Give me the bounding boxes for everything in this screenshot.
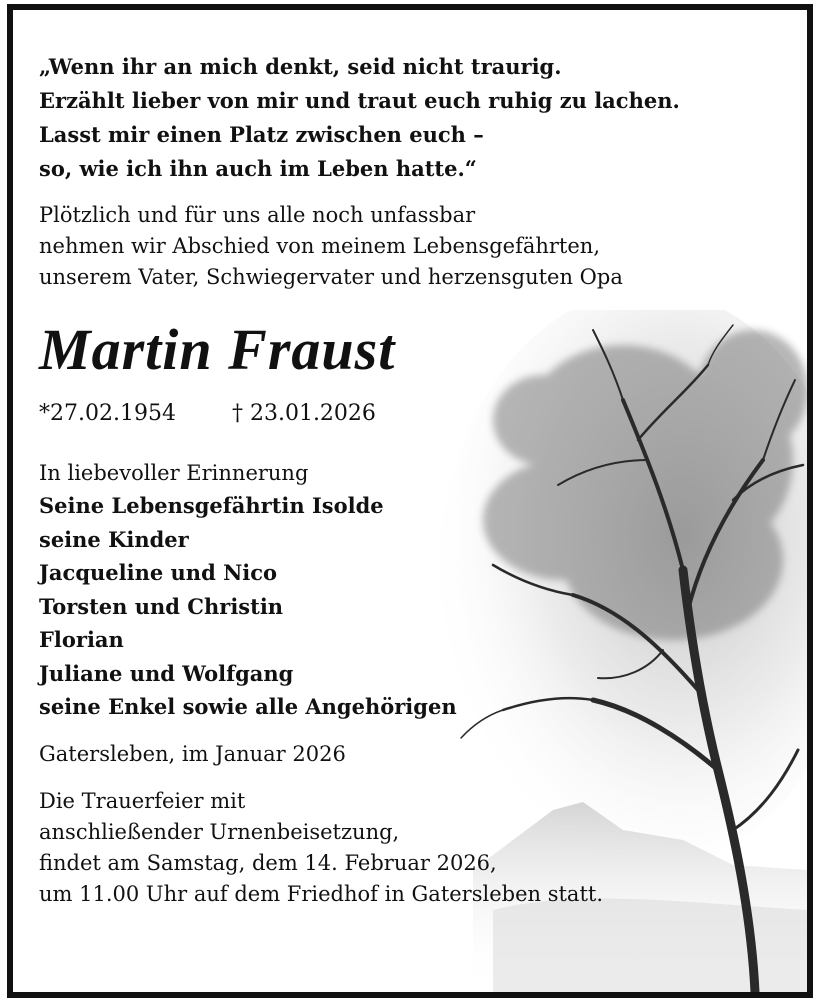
mourner-line: seine Kinder	[39, 526, 189, 552]
funeral-notice	[39, 786, 787, 910]
mourner-line: Torsten und Christin	[39, 593, 284, 619]
life-dates	[39, 399, 787, 429]
quote-line: so, wie ich ihn auch im Leben hatte.“	[39, 156, 477, 181]
funeral-line: um 11.00 Uhr auf dem Friedhof in Gatersleben statt.	[39, 881, 604, 906]
quote-line: „Wenn ihr an mich denkt, seid nicht traurig.	[39, 54, 562, 79]
mourner-line: Seine Lebensgefährtin Isolde	[39, 493, 384, 518]
mourner-line: Juliane und Wolfgang	[39, 660, 294, 686]
memorial-quote	[39, 50, 787, 186]
quote-line: Lasst mir einen Platz zwischen euch –	[39, 122, 484, 147]
deceased-name: Martin Fraust	[39, 317, 396, 382]
death-date: † 23.01.2026	[231, 401, 376, 426]
memory-line: In liebevoller Erinnerung	[39, 461, 309, 485]
place-and-date: Gatersleben, im Januar 2026	[39, 741, 346, 766]
announcement-intro	[39, 200, 787, 293]
mourners-list	[39, 489, 787, 724]
quote-line: Erzählt lieber von mir und traut euch ruhig zu lachen.	[39, 88, 680, 113]
intro-line: nehmen wir Abschied von meinem Lebensgefährten,	[39, 234, 601, 258]
funeral-line: anschließender Urnenbeisetzung,	[39, 819, 400, 844]
mourner-line: Florian	[39, 627, 124, 652]
intro-line: Plötzlich und für uns alle noch unfassbar	[39, 203, 476, 227]
obituary-content	[39, 50, 787, 910]
obituary-frame	[7, 4, 813, 998]
funeral-line: findet am Samstag, dem 14. Februar 2026,	[39, 850, 497, 875]
funeral-line: Die Trauerfeier mit	[39, 788, 246, 813]
mourner-line: Jacqueline und Nico	[39, 560, 278, 585]
birth-date: *27.02.1954	[39, 401, 176, 426]
mourner-line: seine Enkel sowie alle Angehörigen	[39, 694, 457, 719]
intro-line: unserem Vater, Schwiegervater und herzensguten Opa	[39, 265, 623, 289]
